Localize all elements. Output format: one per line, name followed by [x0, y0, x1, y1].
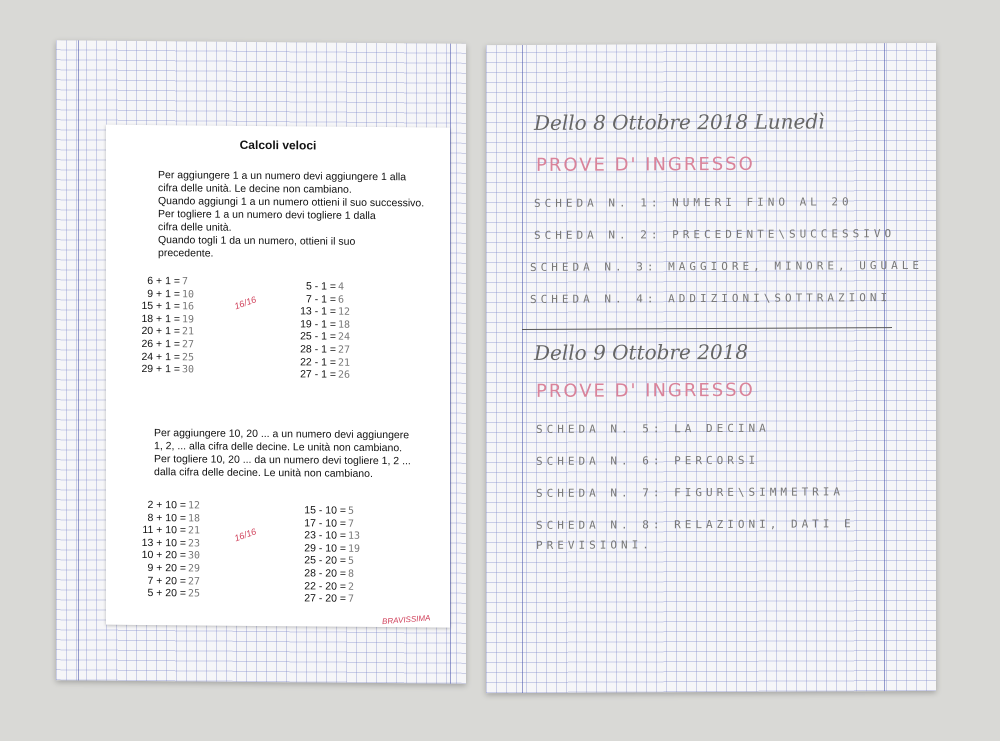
calc-answer: 16 [182, 301, 195, 313]
calc-row [290, 517, 360, 530]
calc-row [134, 562, 200, 575]
calc-answer: 29 [188, 563, 201, 575]
calc-question: 22 - 20 = [304, 579, 346, 593]
calc-question: 9 + 1 = [147, 287, 180, 300]
calc-row [134, 549, 200, 562]
calc-row [136, 350, 194, 363]
calc-answer: 27 [338, 344, 351, 356]
rule-line: Quando aggiungi 1 a un numero ottieni il suo successivo. [158, 195, 425, 210]
calc-answer: 5 [348, 556, 355, 568]
entry1-date: Dello 8 Ottobre 2018 Lunedì [534, 109, 825, 135]
calc-answer: 25 [182, 351, 195, 363]
rule-line: Per aggiungere 1 a un numero devi aggiungere 1 alla [158, 169, 407, 184]
grade-mark: 16/16 [232, 294, 258, 312]
calc-question: 13 - 1 = [300, 305, 336, 318]
calc-row [292, 368, 350, 381]
calc-row [136, 300, 194, 313]
entry1-item: SCHEDA N. 4: ADDIZIONI\SOTTRAZIONI [530, 291, 892, 306]
margin-line [522, 45, 523, 693]
calc-answer: 4 [338, 281, 345, 293]
calc-question: 8 + 10 = [147, 511, 186, 524]
calc-question: 25 - 20 = [304, 554, 346, 568]
calc-answer: 7 [182, 276, 189, 288]
calc-row [290, 555, 360, 568]
calc-question: 15 - 10 = [304, 504, 346, 517]
calc-question: 26 + 1 = [141, 337, 180, 351]
calc-row [290, 592, 360, 605]
margin-line [884, 43, 885, 691]
calc-question: 5 - 1 = [305, 280, 336, 293]
calc-question: 17 - 10 = [304, 516, 346, 530]
calc-answer: 12 [188, 500, 201, 512]
praise-mark: BRAVISSIMA [381, 613, 431, 627]
calc-row [292, 356, 350, 369]
calc-answer: 24 [338, 332, 351, 344]
calc-answer: 10 [182, 288, 195, 301]
calc-row [290, 529, 360, 542]
entry1-item: SCHEDA N. 3: MAGGIORE, MINORE, UGUALE [530, 258, 924, 274]
entry1-item: SCHEDA N. 2: PRECEDENTE\SUCCESSIVO [534, 227, 896, 242]
calc-row [136, 325, 194, 338]
calc-question: 28 - 20 = [304, 567, 346, 580]
calc-row [292, 293, 350, 306]
entry2-item: SCHEDA N. 8: RELAZIONI, DATI E [536, 517, 855, 532]
worksheet [106, 125, 450, 628]
calc-row [292, 343, 350, 356]
calc-question: 10 + 20 = [141, 549, 186, 562]
calc-answer: 30 [182, 364, 195, 376]
calc-row [290, 580, 360, 593]
rules-bottom [154, 427, 444, 482]
sub-one-column [292, 280, 350, 381]
calc-answer: 19 [348, 543, 361, 555]
calc-question: 24 + 1 = [141, 350, 180, 363]
rule-line: Per togliere 10, 20 ... da un numero devi togliere 1, 2 ... [154, 453, 411, 468]
rule-line: cifra delle unità. [158, 221, 232, 234]
rule-line: 1, 2, ... alla cifra delle decine. Le unità non cambiano. [154, 440, 403, 455]
worksheet-title: Calcoli veloci [239, 137, 317, 153]
calc-question: 11 + 10 = [142, 524, 186, 537]
calc-row [292, 318, 350, 331]
calc-answer: 21 [188, 525, 201, 537]
entry2-date: Dello 9 Ottobre 2018 [534, 339, 749, 365]
margin-line [450, 44, 451, 684]
margin-line [78, 40, 79, 680]
calc-answer: 23 [188, 538, 201, 550]
calc-question: 25 - 1 = [300, 330, 336, 344]
calc-row [136, 275, 194, 288]
calc-row [292, 305, 350, 318]
calc-answer: 13 [348, 530, 361, 543]
calc-answer: 7 [348, 518, 355, 530]
rule-line: dalla cifra delle decine. Le unità non cambiano. [154, 466, 373, 480]
calc-answer: 2 [348, 581, 355, 593]
calc-question: 18 + 1 = [141, 312, 180, 326]
rule-line: cifra delle unità. Le decine non cambiano. [158, 182, 352, 196]
calc-answer: 19 [182, 314, 195, 326]
calc-question: 27 - 20 = [304, 592, 346, 605]
rule-line: precedente. [158, 247, 214, 260]
grade-mark: 16/16 [232, 526, 258, 544]
calc-row [136, 288, 194, 301]
calc-question: 2 + 10 = [147, 499, 186, 512]
left-notebook-page [56, 40, 466, 684]
calc-row [290, 504, 360, 517]
calc-row [290, 542, 360, 555]
calc-row [134, 511, 200, 524]
rule-line: Per aggiungere 10, 20 ... a un numero devi aggiungere [154, 427, 410, 442]
add-tens-column [134, 499, 200, 600]
rules-top [158, 169, 448, 263]
calc-question: 20 + 1 = [141, 325, 180, 338]
calc-question: 5 + 20 = [147, 587, 186, 600]
calc-question: 29 + 1 = [141, 363, 180, 376]
calc-question: 28 - 1 = [300, 343, 336, 356]
calc-answer: 18 [338, 319, 351, 331]
entry2-item: SCHEDA N. 6: PERCORSI [536, 453, 760, 468]
calc-row [134, 524, 200, 537]
calc-row [292, 331, 350, 344]
add-one-column [136, 275, 194, 376]
calc-answer: 21 [182, 326, 195, 338]
calc-question: 13 + 10 = [141, 536, 186, 550]
entry1-heading: PROVE D' INGRESSO [536, 153, 755, 176]
calc-answer: 12 [338, 306, 351, 318]
calc-answer: 7 [348, 593, 355, 605]
calc-row [134, 587, 200, 600]
calc-row [290, 567, 360, 580]
calc-answer: 18 [188, 512, 201, 525]
calc-row [134, 574, 200, 587]
right-notebook-page [486, 43, 936, 693]
calc-row [136, 338, 194, 351]
calc-row [134, 537, 200, 550]
calc-row [136, 363, 194, 376]
calc-answer: 5 [348, 505, 355, 517]
calc-question: 15 + 1 = [141, 300, 180, 313]
entry2-heading: PROVE D' INGRESSO [536, 379, 755, 402]
calc-answer: 25 [188, 588, 201, 600]
calc-answer: 27 [182, 339, 195, 351]
calc-answer: 8 [348, 568, 355, 580]
calc-answer: 30 [188, 550, 201, 562]
calc-question: 19 - 1 = [300, 318, 336, 331]
calc-question: 29 - 10 = [304, 542, 346, 555]
calc-answer: 26 [338, 369, 351, 381]
calc-answer: 6 [338, 294, 345, 306]
calc-question: 6 + 1 = [147, 275, 180, 288]
calc-question: 7 + 20 = [147, 574, 186, 587]
rule-line: Per togliere 1 a un numero devi togliere 1 dalla [158, 208, 376, 223]
calc-question: 23 - 10 = [304, 529, 346, 542]
calc-row [292, 280, 350, 293]
calc-question: 22 - 1 = [300, 355, 336, 369]
entry1-item: SCHEDA N. 1: NUMERI FINO AL 20 [534, 195, 853, 210]
calc-answer: 21 [338, 357, 351, 369]
entry2-item: SCHEDA N. 5: LA DECINA [536, 421, 770, 436]
entry2-item: PREVISIONI. [536, 538, 653, 552]
calc-answer: 27 [188, 575, 201, 588]
calc-row [134, 499, 200, 512]
sub-tens-column [290, 504, 360, 605]
entry2-item: SCHEDA N. 7: FIGURE\SIMMETRIA [536, 485, 845, 500]
calc-question: 27 - 1 = [300, 368, 336, 381]
divider-line [522, 327, 892, 330]
calc-question: 9 + 20 = [147, 561, 186, 575]
rule-line: Quando togli 1 da un numero, ottieni il suo [158, 234, 356, 248]
calc-question: 7 - 1 = [305, 292, 336, 306]
calc-row [136, 313, 194, 326]
